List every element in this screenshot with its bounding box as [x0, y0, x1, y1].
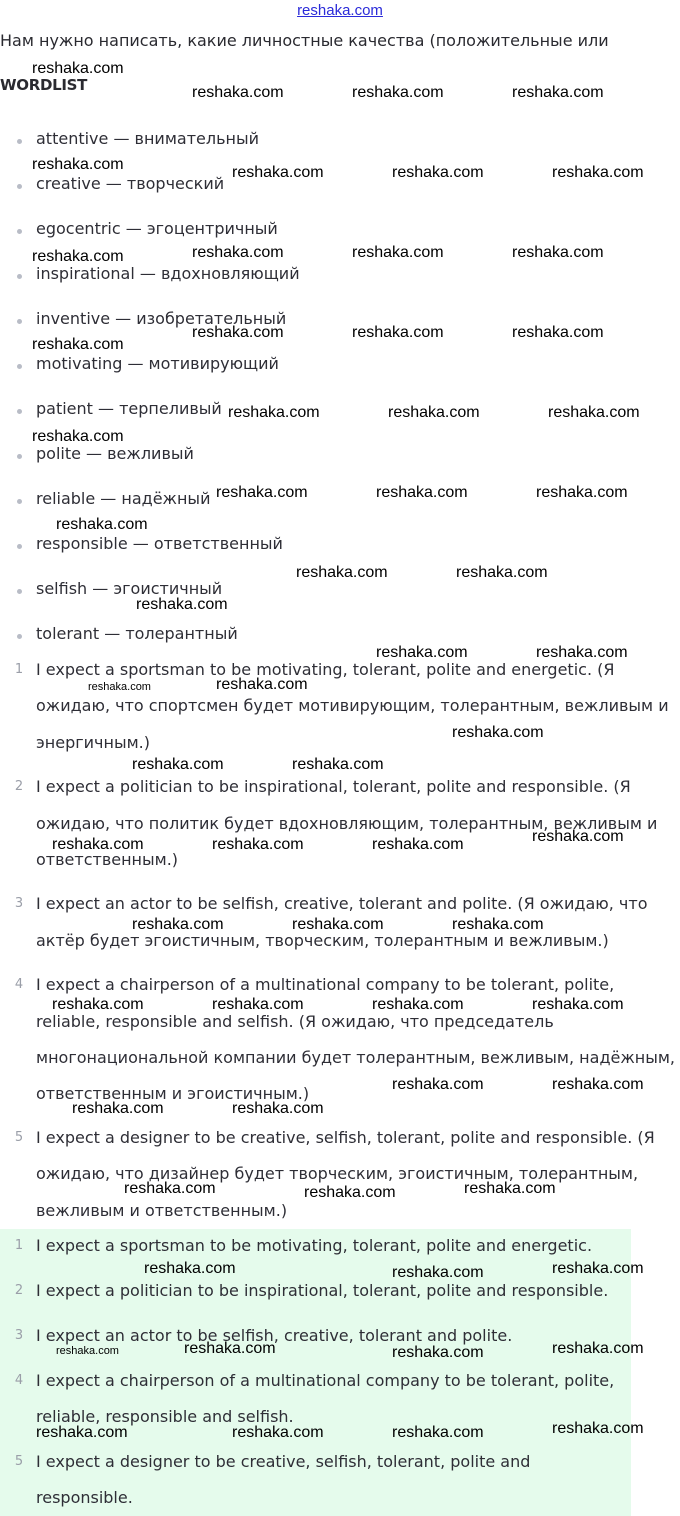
watermark: reshaka.com [372, 836, 464, 853]
watermark: reshaka.com [184, 1340, 276, 1357]
bullet-dot [17, 319, 22, 324]
wordlist-item: motivating — мотивирующий [36, 354, 279, 373]
watermark: reshaka.com [552, 1076, 644, 1093]
watermark: reshaka.com [36, 1424, 128, 1441]
item-number: 4 [14, 1373, 24, 1388]
bullet-dot [17, 184, 22, 189]
example-line: вежливым и ответственным.) [36, 1201, 288, 1220]
answer-line: I expect a designer to be creative, selfish, tolerant, polite and [36, 1452, 531, 1471]
item-number: 5 [14, 1130, 24, 1145]
watermark: reshaka.com [232, 1100, 324, 1117]
bullet-dot [17, 274, 22, 279]
watermark: reshaka.com [192, 84, 284, 101]
watermark: reshaka.com [212, 836, 304, 853]
bullet-dot [17, 454, 22, 459]
wordlist-heading: WORDLIST [0, 76, 88, 94]
watermark: reshaka.com [232, 164, 324, 181]
watermark: reshaka.com [464, 1180, 556, 1197]
intro-text: Нам нужно написать, какие личностные качества (положительные или [0, 31, 609, 50]
bullet-dot [17, 499, 22, 504]
watermark: reshaka.com [392, 1344, 484, 1361]
answer-line: I expect an actor to be selfish, creative, tolerant and polite. [36, 1326, 513, 1345]
item-number: 4 [14, 977, 24, 992]
wordlist-item: responsible — ответственный [36, 534, 283, 553]
watermark: reshaka.com [352, 244, 444, 261]
watermark: reshaka.com [376, 644, 468, 661]
watermark: reshaka.com [532, 828, 624, 845]
watermark: reshaka.com [452, 916, 544, 933]
watermark: reshaka.com [388, 404, 480, 421]
bullet-dot [17, 364, 22, 369]
watermark: reshaka.com [32, 336, 124, 353]
watermark: reshaka.com [56, 1345, 119, 1357]
wordlist-item: patient — терпеливый [36, 399, 222, 418]
watermark: reshaka.com [296, 564, 388, 581]
watermark: reshaka.com [132, 756, 224, 773]
watermark: reshaka.com [124, 1180, 216, 1197]
watermark: reshaka.com [192, 244, 284, 261]
item-number: 2 [14, 1283, 24, 1298]
watermark: reshaka.com [552, 1340, 644, 1357]
item-number: 2 [14, 779, 24, 794]
example-line: I expect a sportsman to be motivating, tolerant, polite and energetic. (Я [36, 660, 615, 679]
watermark: reshaka.com [392, 1076, 484, 1093]
watermark: reshaka.com [512, 324, 604, 341]
example-line: ответственным и эгоистичным.) [36, 1084, 310, 1103]
example-line: актёр будет эгоистичным, творческим, толерантным и вежливым.) [36, 931, 609, 950]
example-line: энергичным.) [36, 733, 150, 752]
watermark: reshaka.com [72, 1100, 164, 1117]
watermark: reshaka.com [292, 756, 384, 773]
watermark: reshaka.com [32, 248, 124, 265]
wordlist-item: selfish — эгоистичный [36, 579, 223, 598]
watermark: reshaka.com [88, 681, 151, 693]
wordlist-item: inventive — изобретательный [36, 309, 287, 328]
bullet-dot [17, 139, 22, 144]
watermark: reshaka.com [228, 404, 320, 421]
watermark: reshaka.com [392, 1264, 484, 1281]
example-line: I expect an actor to be selfish, creative, tolerant and polite. (Я ожидаю, что [36, 894, 648, 913]
wordlist-item: egocentric — эгоцентричный [36, 219, 278, 238]
watermark: reshaka.com [56, 516, 148, 533]
example-line: I expect a chairperson of a multinational company to be tolerant, polite, [36, 975, 615, 994]
watermark: reshaka.com [548, 404, 640, 421]
watermark: reshaka.com [552, 1260, 644, 1277]
wordlist-item: attentive — внимательный [36, 129, 260, 148]
item-number: 1 [14, 662, 24, 677]
watermark: reshaka.com [52, 996, 144, 1013]
watermark: reshaka.com [216, 676, 308, 693]
watermark: reshaka.com [392, 164, 484, 181]
bullet-dot [17, 589, 22, 594]
example-line: ожидаю, что спортсмен будет мотивирующим, толерантным, вежливым и [36, 696, 669, 715]
item-number: 3 [14, 1328, 24, 1343]
watermark: reshaka.com [212, 996, 304, 1013]
answer-line: I expect a politician to be inspirational, tolerant, polite and responsible. [36, 1281, 609, 1300]
wordlist-item: polite — вежливый [36, 444, 194, 463]
watermark: reshaka.com [136, 596, 228, 613]
watermark: reshaka.com [392, 1424, 484, 1441]
example-line: reliable, responsible and selfish. (Я ожидаю, что председатель [36, 1012, 554, 1031]
watermark: reshaka.com [532, 996, 624, 1013]
watermark: reshaka.com [292, 916, 384, 933]
item-number: 1 [14, 1238, 24, 1253]
item-number: 5 [14, 1454, 24, 1469]
wordlist-item: tolerant — толерантный [36, 624, 238, 643]
watermark: reshaka.com [32, 156, 124, 173]
wordlist-item: creative — творческий [36, 174, 225, 193]
watermark: reshaka.com [552, 164, 644, 181]
bullet-dot [17, 544, 22, 549]
bullet-dot [17, 634, 22, 639]
watermark: reshaka.com [32, 60, 124, 77]
answer-line: I expect a sportsman to be motivating, tolerant, polite and energetic. [36, 1236, 593, 1255]
watermark: reshaka.com [372, 996, 464, 1013]
wordlist-item: inspirational — вдохновляющий [36, 264, 300, 283]
watermark: reshaka.com [552, 1420, 644, 1437]
watermark: reshaka.com [512, 244, 604, 261]
watermark: reshaka.com [376, 484, 468, 501]
watermark: reshaka.com [216, 484, 308, 501]
watermark: reshaka.com [32, 428, 124, 445]
example-line: I expect a designer to be creative, selfish, tolerant, polite and responsible. (Я [36, 1128, 655, 1147]
watermark: reshaka.com [132, 916, 224, 933]
answer-line: responsible. [36, 1488, 133, 1507]
watermark: reshaka.com [232, 1424, 324, 1441]
watermark: reshaka.com [304, 1184, 396, 1201]
example-line: многонациональной компании будет толерантным, вежливым, надёжным, [36, 1048, 676, 1067]
watermark: reshaka.com [512, 84, 604, 101]
example-line: I expect a politician to be inspirational, tolerant, polite and responsible. (Я [36, 777, 631, 796]
watermark: reshaka.com [352, 84, 444, 101]
watermark: reshaka.com [536, 484, 628, 501]
bullet-dot [17, 409, 22, 414]
example-line: ожидаю, что политик будет вдохновляющим, толерантным, вежливым и [36, 814, 658, 833]
example-line: ответственным.) [36, 850, 179, 869]
watermark: reshaka.com [192, 324, 284, 341]
example-line: ожидаю, что дизайнер будет творческим, эгоистичным, толерантным, [36, 1164, 639, 1183]
bullet-dot [17, 229, 22, 234]
wordlist-item: reliable — надёжный [36, 489, 211, 508]
watermark: reshaka.com [456, 564, 548, 581]
watermark: reshaka.com [52, 836, 144, 853]
answer-line: I expect a chairperson of a multinational company to be tolerant, polite, [36, 1371, 615, 1390]
answer-line: reliable, responsible and selfish. [36, 1407, 294, 1426]
watermark: reshaka.com [536, 644, 628, 661]
watermark: reshaka.com [452, 724, 544, 741]
site-link[interactable]: reshaka.com [297, 2, 383, 19]
watermark: reshaka.com [144, 1260, 236, 1277]
item-number: 3 [14, 896, 24, 911]
watermark: reshaka.com [352, 324, 444, 341]
